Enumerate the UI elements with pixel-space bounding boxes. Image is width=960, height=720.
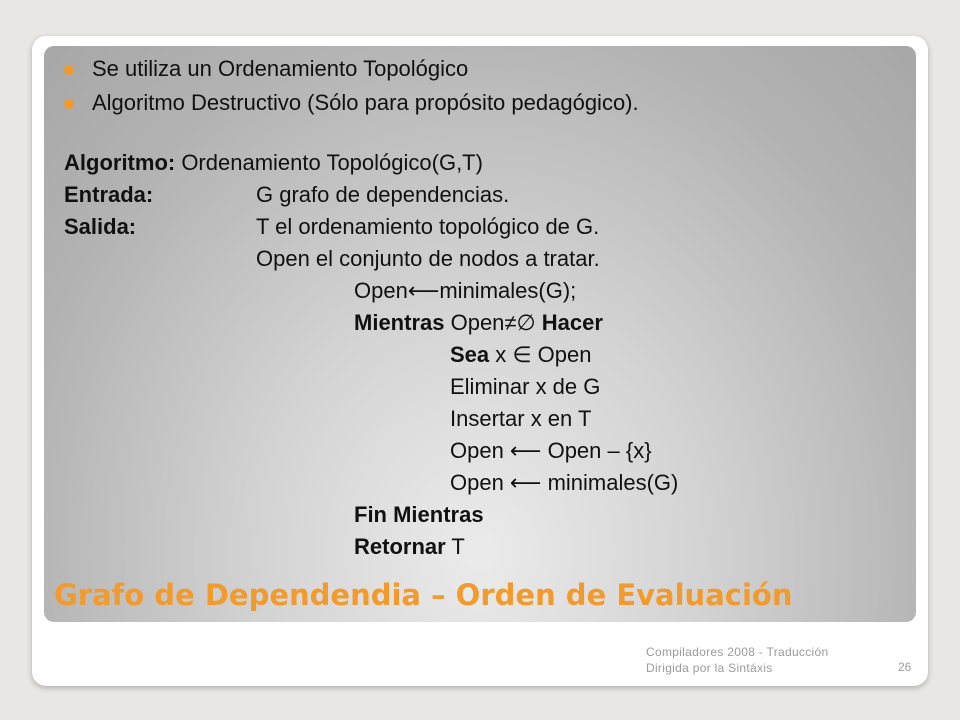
step-sea — [64, 339, 914, 371]
footer-text — [646, 644, 876, 676]
bullet-item — [60, 86, 920, 120]
input-line — [64, 179, 914, 211]
eliminar-text: Eliminar x de G — [450, 374, 601, 399]
step-open-minus — [64, 435, 914, 467]
kw-mientras: Mientras — [354, 310, 445, 335]
step-init — [64, 275, 914, 307]
return-line — [64, 531, 914, 563]
bullet-text: Se utiliza un Ordenamiento Topológico — [92, 56, 469, 81]
kw-hacer: Hacer — [541, 310, 603, 335]
label-entrada: Entrada: — [64, 182, 154, 207]
open-minus-text: Open ⟵ Open – {x} — [450, 438, 652, 463]
label-algoritmo: Algoritmo: — [64, 150, 176, 175]
bullet-text: Algoritmo Destructivo (Sólo para propósito pedagógico). — [92, 90, 639, 115]
bullet-item — [60, 52, 920, 86]
loop-condition: Open≠∅ — [444, 310, 542, 335]
loop-header — [64, 307, 914, 339]
entrada-text: G grafo de dependencias. — [256, 182, 510, 207]
label-salida: Salida: — [64, 214, 137, 239]
bullet-list — [60, 52, 920, 120]
slide-title: Grafo de Dependendia – Orden de Evaluación — [54, 578, 793, 612]
retornar-text: T — [445, 534, 465, 559]
kw-fin-mientras: Fin Mientras — [354, 502, 484, 527]
step-open-min — [64, 467, 914, 499]
bullet-dot-icon — [64, 99, 74, 109]
algorithm-line — [64, 147, 914, 179]
algorithm-name: Ordenamiento Topológico(G,T) — [175, 150, 483, 175]
kw-sea: Sea — [450, 342, 490, 367]
step-init-text: Open⟵minimales(G); — [354, 278, 577, 303]
kw-retornar: Retornar — [354, 534, 446, 559]
insertar-text: Insertar x en T — [450, 406, 592, 431]
step-eliminar — [64, 371, 914, 403]
step-insertar — [64, 403, 914, 435]
bullet-dot-icon — [64, 65, 74, 75]
open-min-text: Open ⟵ minimales(G) — [450, 470, 679, 495]
salida-text-2: Open el conjunto de nodos a tratar. — [256, 246, 600, 271]
salida-text-1: T el ordenamiento topológico de G. — [256, 214, 600, 239]
output-line — [64, 211, 914, 243]
footer-line-1: Compiladores 2008 - Traducción — [646, 645, 829, 659]
loop-end — [64, 499, 914, 531]
algorithm-block — [64, 147, 914, 563]
footer-line-2: Dirigida por la Sintáxis — [646, 661, 773, 675]
output-line-2 — [64, 243, 914, 275]
page-number: 26 — [898, 660, 912, 674]
sea-text: x ∈ Open — [489, 342, 592, 367]
